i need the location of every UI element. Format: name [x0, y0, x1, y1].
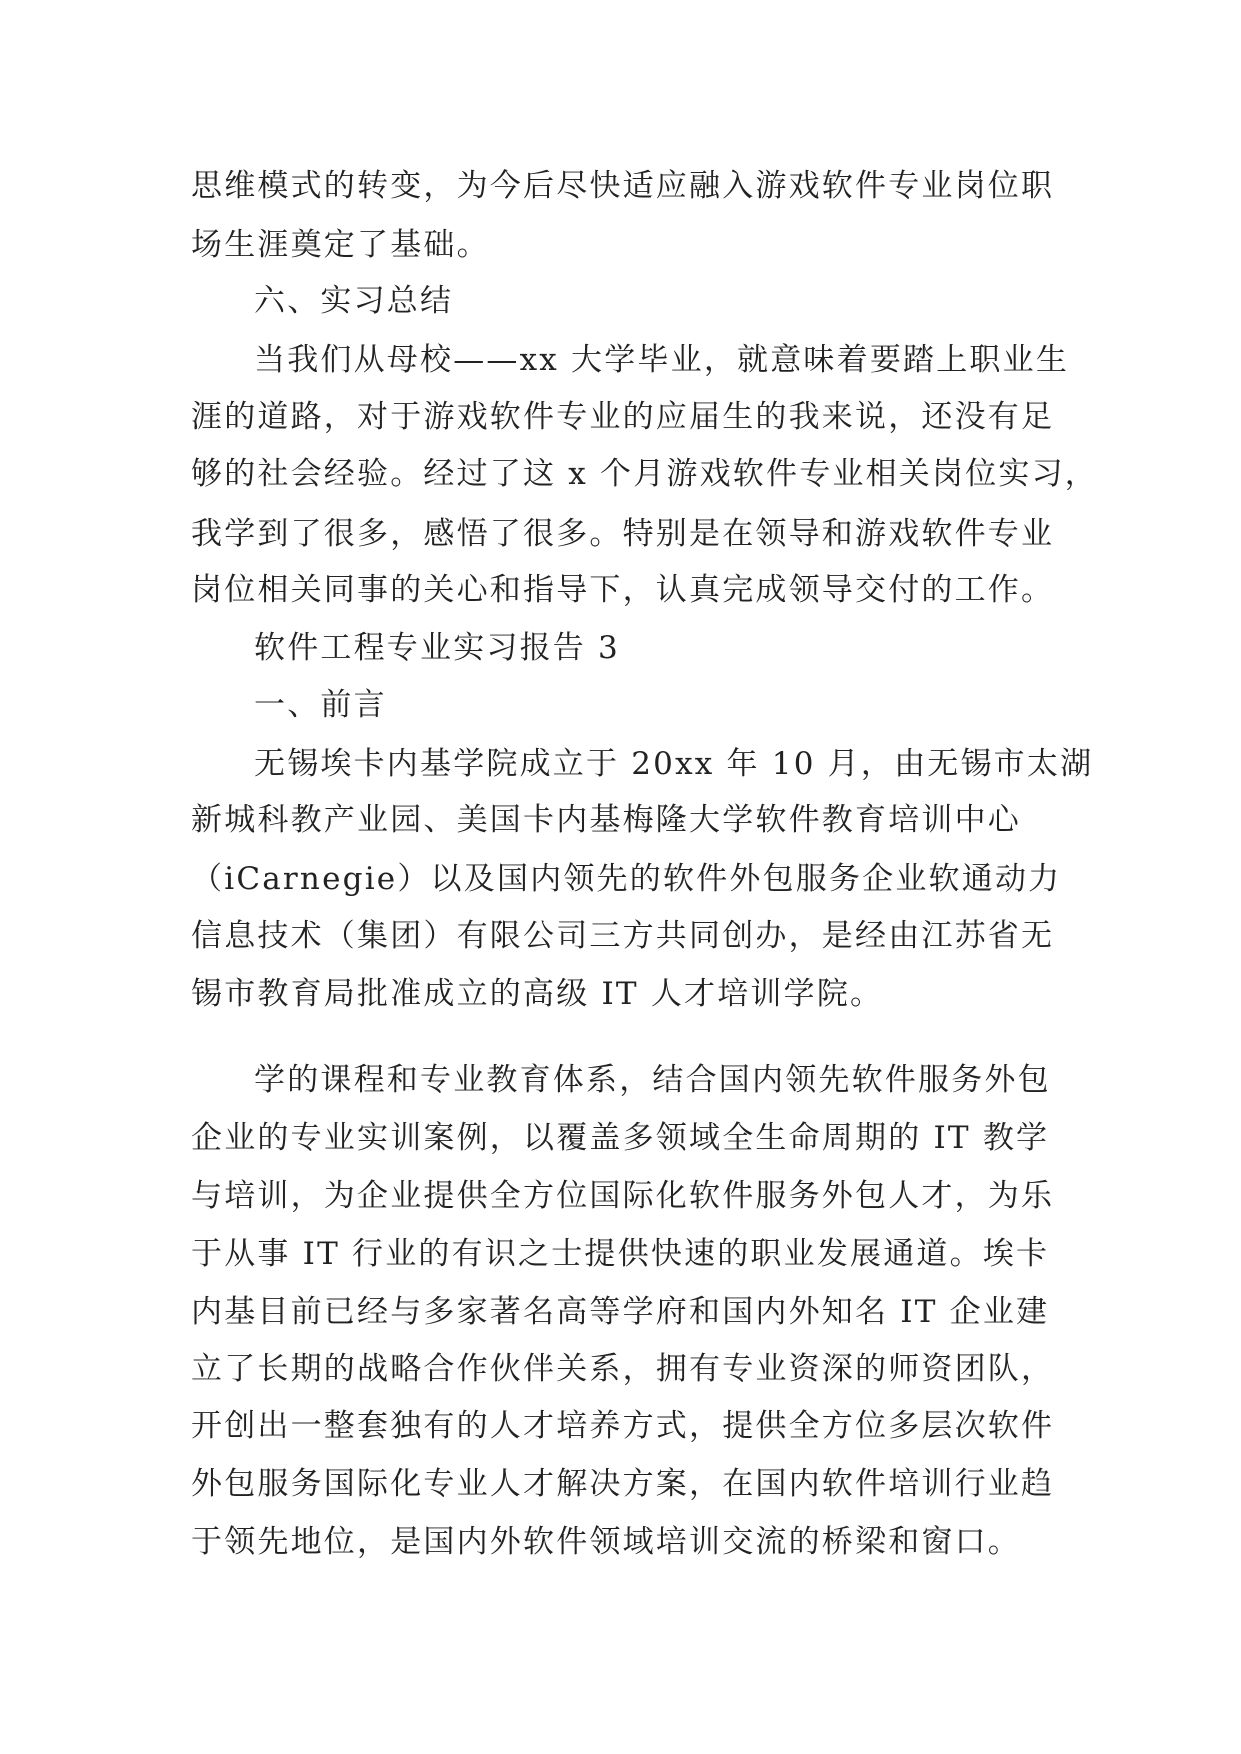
text-line: 与培训，为企业提供全方位国际化软件服务外包人才，为乐: [191, 1178, 1055, 1214]
text-line: 开创出一整套独有的人才培养方式，提供全方位多层次软件: [191, 1408, 1055, 1444]
text-line: 当我们从母校——xx 大学毕业，就意味着要踏上职业生: [254, 342, 1070, 378]
text-line: 岗位相关同事的关心和指导下，认真完成领导交付的工作。: [191, 572, 1055, 608]
text-line: 场生涯奠定了基础。: [191, 227, 490, 263]
text-line: 锡市教育局批准成立的高级 IT 人才培训学院。: [191, 976, 884, 1012]
text-line: 内基目前已经与多家著名高等学府和国内外知名 IT 企业建: [191, 1294, 1050, 1330]
section-heading: 六、实习总结: [254, 283, 454, 319]
text-line: 外包服务国际化专业人才解决方案，在国内软件培训行业趋: [191, 1466, 1055, 1502]
section-heading: 一、前言: [254, 687, 387, 723]
text-line: 立了长期的战略合作伙伴关系，拥有专业资深的师资团队，: [191, 1351, 1055, 1387]
report-title: 软件工程专业实习报告 3: [254, 630, 620, 666]
text-line: 够的社会经验。经过了这 x 个月游戏软件专业相关岗位实习，: [191, 456, 1098, 492]
text-line: 信息技术（集团）有限公司三方共同创办，是经由江苏省无: [191, 918, 1055, 954]
text-line: 新城科教产业园、美国卡内基梅隆大学软件教育培训中心: [191, 802, 1021, 838]
text-line: 无锡埃卡内基学院成立于 20xx 年 10 月，由无锡市太湖: [254, 746, 1094, 782]
text-line: （iCarnegie）以及国内领先的软件外包服务企业软通动力: [191, 861, 1062, 897]
text-line: 企业的专业实训案例，以覆盖多领域全生命周期的 IT 教学: [191, 1120, 1050, 1156]
text-line: 我学到了很多，感悟了很多。特别是在领导和游戏软件专业: [191, 516, 1055, 552]
text-line: 思维模式的转变，为今后尽快适应融入游戏软件专业岗位职: [191, 168, 1055, 204]
text-line: 于从事 IT 行业的有识之士提供快速的职业发展通道。埃卡: [191, 1236, 1050, 1272]
text-line: 于领先地位，是国内外软件领域培训交流的桥梁和窗口。: [191, 1524, 1021, 1560]
text-line: 学的课程和专业教育体系，结合国内领先软件服务外包: [254, 1062, 1051, 1098]
text-line: 涯的道路，对于游戏软件专业的应届生的我来说，还没有足: [191, 399, 1055, 435]
